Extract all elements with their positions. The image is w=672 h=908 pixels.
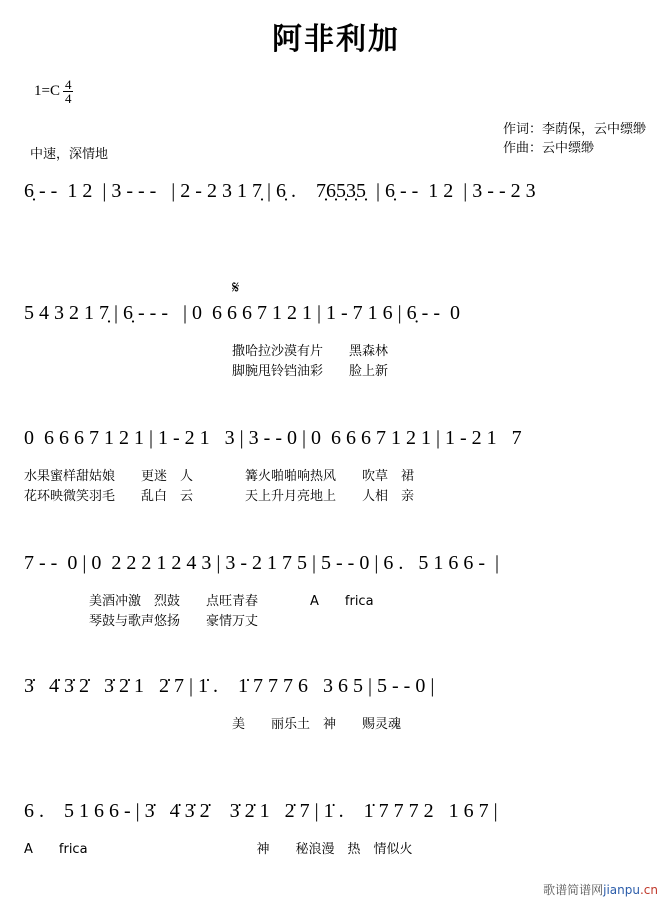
stave-6-notes: 6 . 5 1 6 6 - | 3̇ 4̇ 3̇ 2̇ 3̇ 2̇ 1 2̇ 7 | 1̇ . 1̇ 7 7 7 2 1 6 7 | [24,800,498,822]
stave-1-notes: 6̣ - - 1 2 | 3 - - - | 2 - 2 3 1 7̣ | 6̣ . 7̣6̣5̣3̣5̣ | 6̣ - - 1 2 | 3 - - 2 3 [24,180,536,202]
stave-5-notes: 3̇ 4̇ 3̇ 2̇ 3̇ 2̇ 1 2̇ 7 | 1̇ . 1̇ 7 7 7 6 3 6 5 | 5 - - 0 | [24,675,435,697]
watermark [543,881,658,898]
time-signature [63,78,74,105]
watermark-en: jianpu [603,883,640,897]
tempo-marking: 中速，深情地 [30,147,109,162]
composer-line: 作曲：云中缥缈 [502,141,594,156]
stave-2-lyric-1: 撒哈拉沙漠有片 黑森林 [24,344,389,359]
stave-2-notes: 5 4 3 2 1 7̣ | 6̣ - - - | 0 6 6 6 7 1 2 1 | 1 - 7 1 6 | 6̣ - - 0 [24,302,460,324]
lyricist-line: 作词：李荫保，云中缥缈 [502,122,646,137]
time-signature-beats: 4 [64,77,72,92]
stave-4 [0,552,672,632]
key-signature [34,78,73,105]
stave-3-lyric-2: 花环映微笑羽毛 乱白 云 天上升月亮地上 人相 亲 [24,489,415,504]
stave-3 [0,427,672,507]
stave-2-lyric-2: 脚腕甩铃铛油彩 脸上新 [24,364,389,379]
stave-6 [0,800,672,860]
stave-4-lyric-1: 美酒冲激 烈鼓 点旺青春 A frica [24,594,374,609]
credits [503,120,646,158]
stave-5 [0,675,672,735]
stave-2 [0,302,672,382]
segno-icon: 𝄋 [232,278,240,298]
watermark-cn: 歌谱简谱网 [543,883,604,897]
stave-1 [0,180,672,220]
stave-5-lyric-1: 美 丽乐土 神 赐灵魂 [24,717,402,732]
stave-3-lyric-1: 水果蜜样甜姑娘 更迷 人 篝火啪啪响热风 吹草 裙 [24,469,415,484]
stave-3-notes: 0 6 6 6 7 1 2 1 | 1 - 2 1 3 | 3 - - 0 | 0 6 6 6 7 1 2 1 | 1 - 2 1 7 [24,427,522,449]
stave-6-lyric-1: A frica 神 秘浪漫 热 情似火 [24,842,413,857]
key-label: 1=C [34,83,60,99]
watermark-suffix: .cn [639,883,658,897]
page-title: 阿非利加 [272,22,400,57]
time-signature-unit: 4 [64,91,72,106]
stave-4-notes: 7 - - 0 | 0 2 2 2 1 2 4 3 | 3 - 2 1 7 5 | 5 - - 0 | 6 . 5 1 6 6 - | [24,552,499,574]
stave-4-lyric-2: 琴鼓与歌声悠扬 豪情万丈 [24,614,259,629]
